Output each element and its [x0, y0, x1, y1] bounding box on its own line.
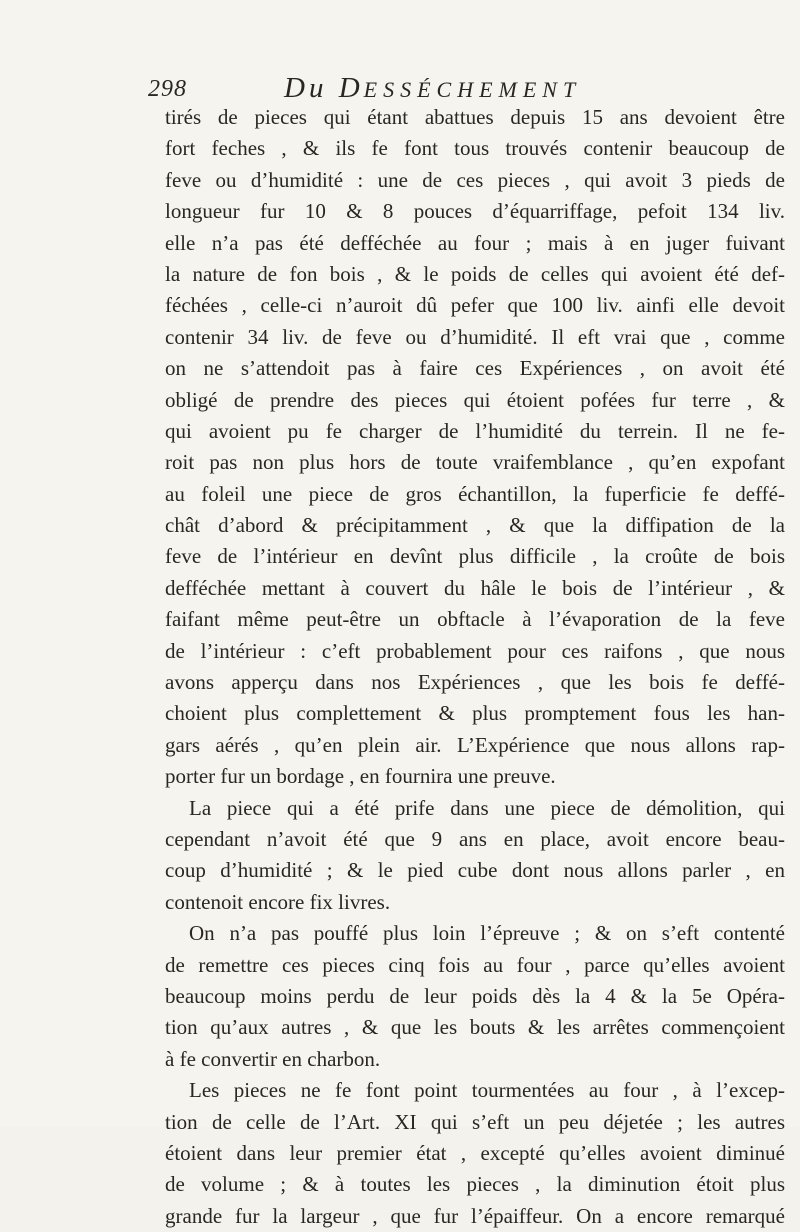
text-line: porter fur un bordage , en fournira une preuve. [165, 764, 556, 789]
text-line: féchées , celle-ci n’auroit dû pefer que 100 liv. ainfi elle devoit [165, 293, 785, 318]
page-number: 298 [148, 76, 187, 102]
text-line: chât d’abord & précipitamment , & que la diffipation de la [165, 513, 785, 538]
text-line: qui avoient pu fe charger de l’humidité du terrein. Il ne fe- [165, 418, 785, 443]
text-line: avons apperçu dans nos Expériences , que les bois fe deffé- [165, 670, 785, 695]
paragraph-start-line: On n’a pas pouffé plus loin l’épreuve ; & on s’eft contenté [189, 921, 785, 946]
running-title [284, 72, 581, 105]
paragraph-start-line: La piece qui a été prife dans une piece de démolition, qui [189, 795, 785, 820]
text-line: contenoit encore fix livres. [165, 889, 391, 914]
paragraph-start-line: Les pieces ne fe font point tourmentées au four , à l’excep- [189, 1078, 785, 1103]
text-line: coup d’humidité ; & le pied cube dont nous allons parler , en [165, 858, 785, 883]
text-line: feve de l’intérieur en devînt plus difficile , la croûte de bois [165, 544, 785, 569]
text-line: grande fur la largeur , que fur l’épaiffeur. On a encore remarqué [165, 1203, 785, 1228]
text-line: gars aérés , qu’en plein air. L’Expérience que nous allons rap- [165, 732, 785, 757]
text-line: fort feches , & ils fe font tous trouvés contenir beaucoup de [165, 136, 785, 161]
text-line: contenir 34 liv. de feve ou d’humidité. Il eft vrai que , comme [165, 324, 785, 349]
text-line: elle n’a pas été defféchée au four ; mais à en juger fuivant [165, 230, 785, 255]
text-line: tion qu’aux autres , & que les bouts & les arrêtes commençoient [165, 1015, 785, 1040]
title-u: u [308, 72, 328, 104]
text-line: tirés de pieces qui étant abattues depuis 15 ans devoient être [165, 105, 785, 129]
title-initial-d-2: D [338, 72, 364, 104]
text-line: longueur fur 10 & 8 pouces d’équarriffage, pefoit 134 liv. [165, 199, 785, 224]
text-line: de l’intérieur : c’eft probablement pour ces raifons , que nous [165, 638, 785, 663]
text-line: faifant même peut-être un obftacle à l’évaporation de la feve [165, 607, 785, 632]
text-line: obligé de prendre des pieces qui étoient pofées fur terre , & [165, 387, 785, 412]
text-line: de remettre ces pieces cinq fois au four , parce qu’elles avoient [165, 952, 785, 977]
text-line: beaucoup moins perdu de leur poids dès la 4 & la 5e Opéra- [165, 983, 785, 1008]
text-line: roit pas non plus hors de toute vraifemblance , qu’en expofant [165, 450, 785, 475]
text-line: feve ou d’humidité : une de ces pieces , qui avoit 3 pieds de [165, 167, 785, 192]
title-initial-d: D [284, 72, 309, 104]
text-line: cependant n’avoit été que 9 ans en place, avoit encore beau- [165, 826, 785, 851]
text-line: tion de celle de l’Art. XI qui s’eft un peu déjetée ; les autres [165, 1109, 785, 1134]
text-line: on ne s’attendoit pas à faire ces Expériences , on avoit été [165, 356, 785, 381]
running-head [148, 64, 768, 104]
text-line: à fe convertir en charbon. [165, 1046, 381, 1071]
body-text [165, 102, 785, 1232]
text-line: choient plus complettement & plus promptement fous les han- [165, 701, 785, 726]
text-line: étoient dans leur premier état , excepté qu’elles avoient diminué [165, 1140, 785, 1165]
text-line: de volume ; & à toutes les pieces , la diminution étoit plus [165, 1172, 785, 1197]
text-line: defféchée mettant à couvert du hâle le bois de l’intérieur , & [165, 575, 785, 600]
title-rest: ESSÉCHEMENT [363, 77, 582, 102]
text-line: la nature de fon bois , & le poids de celles qui avoient été def- [165, 261, 785, 286]
text-line: au foleil une piece de gros échantillon, la fuperficie fe deffé- [165, 481, 785, 506]
